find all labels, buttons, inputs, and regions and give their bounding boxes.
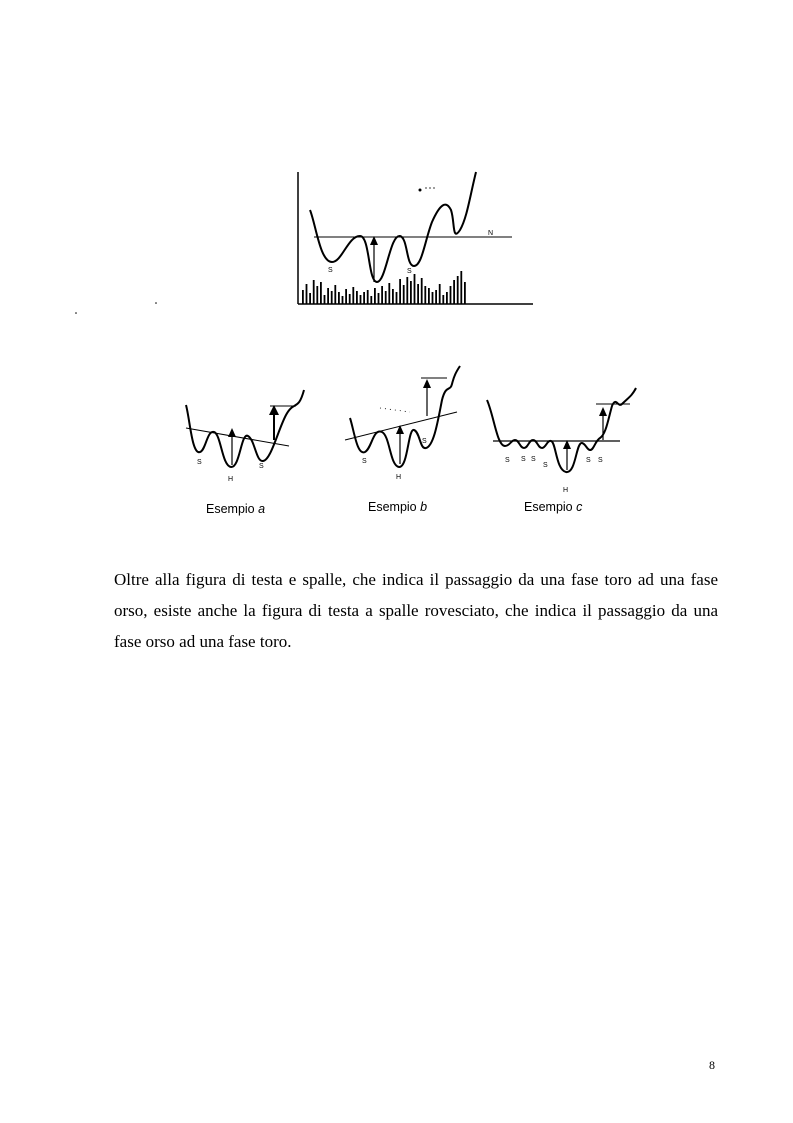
label-shoulder-right: S — [259, 463, 264, 470]
label-shoulder: S — [531, 456, 536, 463]
body-paragraph: Oltre alla figura di testa e spalle, che indica il passaggio da una fase toro ad una fase orso, esiste anche la figura di testa a spalle rovesciato, che indica il passaggio da una fase orso ad una fase toro. — [114, 570, 718, 651]
caption-example-c — [524, 500, 582, 514]
label-head: H — [563, 487, 569, 494]
page-number: 8 — [709, 1058, 715, 1072]
caption-letter: b — [420, 500, 428, 514]
label-shoulder-left: S — [328, 267, 333, 274]
label-shoulder-right: S — [407, 268, 412, 275]
label-head: H — [396, 474, 402, 481]
label-shoulder: S — [505, 457, 510, 464]
label-shoulder: S — [543, 462, 548, 469]
label-shoulder-left: S — [197, 459, 202, 466]
caption-prefix: Esempio — [524, 500, 577, 514]
label-neckline: N — [488, 230, 494, 237]
label-shoulder: S — [521, 456, 526, 463]
caption-prefix: Esempio — [368, 500, 421, 514]
caption-example-a — [206, 502, 265, 516]
example-c-figure — [0, 0, 793, 520]
label-shoulder: S — [586, 457, 591, 464]
label-shoulder-right: S — [422, 438, 427, 445]
label-head: H — [228, 476, 234, 483]
caption-example-b — [368, 500, 427, 514]
caption-letter: a — [258, 502, 266, 516]
projection-arrow-head — [599, 407, 607, 416]
label-shoulder: S — [598, 457, 603, 464]
caption-letter: c — [576, 500, 583, 514]
label-shoulder-left: S — [362, 458, 367, 465]
caption-prefix: Esempio — [206, 502, 259, 516]
